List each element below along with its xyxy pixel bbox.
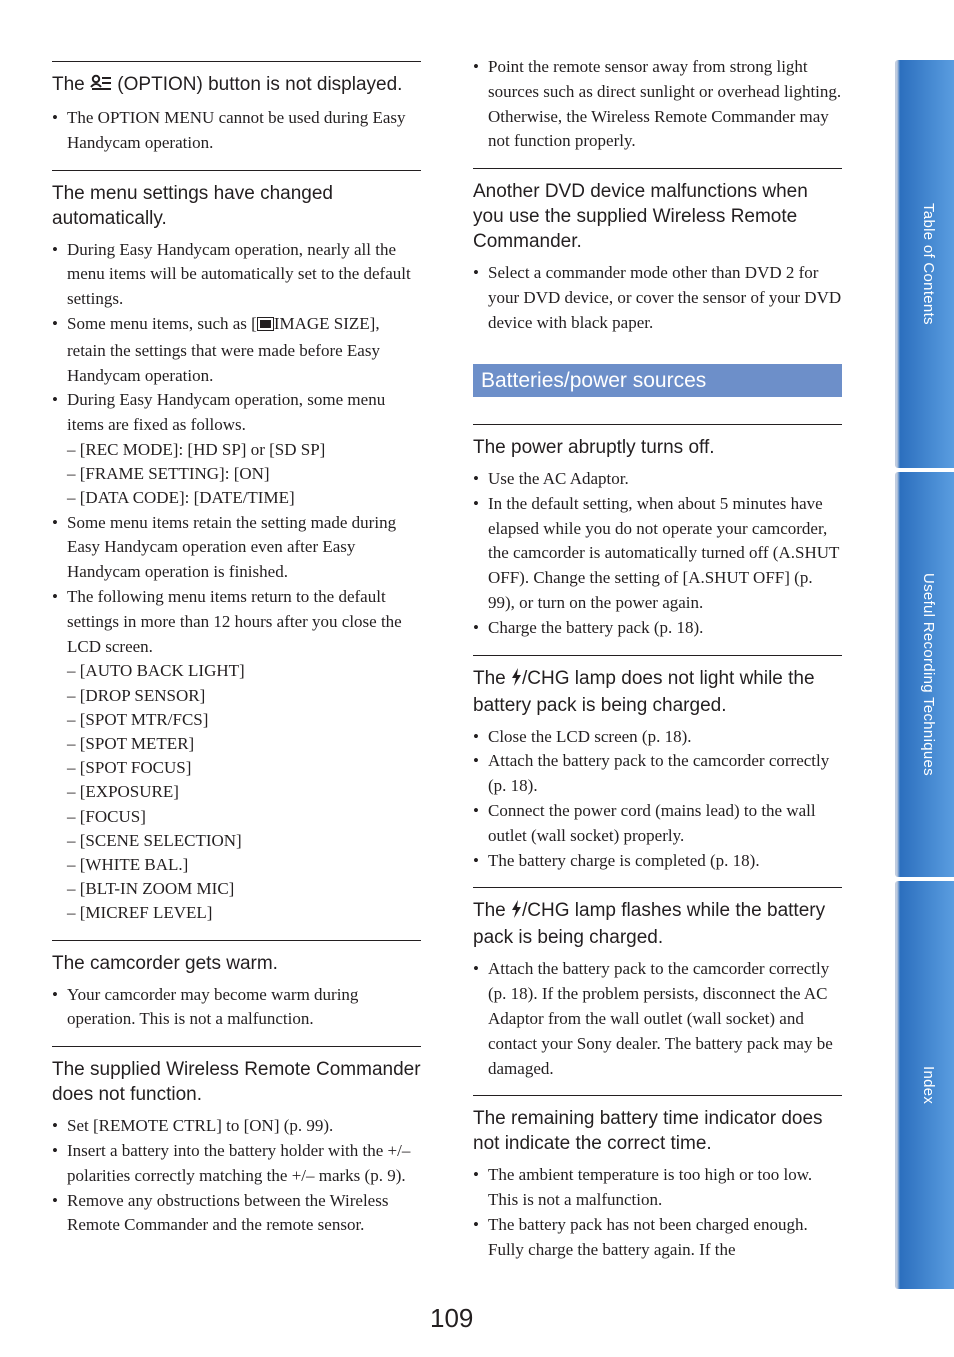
list-item: • Charge the battery pack (p. 18).: [473, 616, 842, 641]
topic-dvd-device: [473, 168, 842, 335]
sub-item: – [EXPOSURE]: [67, 782, 179, 802]
topic-remote-commander: [52, 1046, 421, 1252]
topic-chg-lamp-not-light: [473, 655, 842, 888]
sub-item: – [DROP SENSOR]: [67, 685, 206, 705]
list-item: • Connect the power cord (mains lead) to the wall outlet (wall socket) properly.: [473, 799, 842, 849]
sub-item: – [AUTO BACK LIGHT]: [67, 661, 245, 681]
option-menu-icon: [90, 74, 112, 99]
list-item: • Use the AC Adaptor.: [473, 467, 842, 492]
tab-useful-recording-techniques[interactable]: [895, 472, 954, 877]
sub-item: – [FRAME SETTING]: [ON]: [67, 464, 270, 484]
topic-title: Another DVD device malfunctions when you use the supplied Wireless Remote Commander.: [473, 181, 808, 253]
sub-item: – [SPOT FOCUS]: [67, 758, 192, 778]
list-item: • Select a commander mode other than DVD 2 for your DVD device, or cover the sensor of your DVD device with black paper.: [473, 261, 842, 335]
tab-label: Useful Recording Techniques: [920, 573, 937, 776]
sub-item: – [SPOT METER]: [67, 733, 195, 753]
list-item: • Insert a battery into the battery holder with the +/– polarities correctly matching the +/– marks (p. 9).: [52, 1139, 421, 1189]
list-item: • The battery charge is completed (p. 18).: [473, 849, 842, 874]
topic-option-button: [52, 61, 421, 170]
image-size-icon: [257, 314, 274, 339]
section-heading-batteries: Batteries/power sources: [473, 364, 842, 397]
sub-item: – [SPOT MTR/FCS]: [67, 709, 209, 729]
topic-chg-lamp-flashes: [473, 887, 842, 1095]
sub-item: – [SCENE SELECTION]: [67, 830, 242, 850]
sub-item: – [DATA CODE]: [DATE/TIME]: [67, 488, 295, 508]
list-item: • The ambient temperature is too high or too low. This is not a malfunction.: [473, 1163, 842, 1213]
sub-item: – [WHITE BAL.]: [67, 854, 189, 874]
topic-title: The menu settings have changed automatically.: [52, 182, 333, 229]
topic-title: The camcorder gets warm.: [52, 952, 278, 974]
topic-title: The /CHG lamp flashes while the battery pack is being charged.: [473, 900, 826, 949]
list-item: • During Easy Handycam operation, nearly all the menu items will be automatically set to the default settings.: [52, 238, 421, 312]
right-column-batteries: [473, 424, 842, 1263]
tab-label: Table of Contents: [920, 203, 937, 325]
sub-item: – [REC MODE]: [HD SP] or [SD SP]: [67, 439, 326, 459]
list-item: • Some menu items retain the setting made during Easy Handycam operation even after Easy Handycam operation is finished.: [52, 511, 421, 585]
topic-title: The power abruptly turns off.: [473, 437, 715, 458]
list-item: • The battery pack has not been charged enough. Fully charge the battery again. If the: [473, 1213, 842, 1263]
list-item: • Attach the battery pack to the camcorder correctly (p. 18).: [473, 749, 842, 799]
page-number: 109: [430, 1303, 474, 1333]
topic-title: The supplied Wireless Remote Commander does not function.: [52, 1059, 421, 1106]
sub-item: – [FOCUS]: [67, 806, 146, 826]
topic-camcorder-warm: [52, 940, 421, 1047]
list-item: • Some menu items, such as [ IMAGE SIZE], retain the settings that were made before Easy Handycam operation.: [52, 312, 421, 388]
topic-title: The remaining battery time indicator does not indicate the correct time.: [473, 1108, 823, 1155]
list-item: • Your camcorder may become warm during operation. This is not a malfunction.: [52, 983, 421, 1033]
topic-title: The /CHG lamp does not light while the battery pack is being charged.: [473, 667, 815, 716]
list-item: • Attach the battery pack to the camcorder correctly (p. 18). If the problem persists, disconnect the AC Adaptor from the wall outlet (wall socket) and contact your Sony dealer. The battery pack may be damaged.: [473, 957, 842, 1081]
list-item: • The following menu items return to the default settings in more than 12 hours after you close the LCD screen. – [AUTO BACK LIGHT] – [DROP SENSOR] – [SPOT MTR/FCS] – [SPOT METER] – [SPOT FOCUS] – [EXPOSURE] – [FOCUS] – [SCENE SELECTION] – [WHITE BAL.] – [BLT-IN ZOOM MIC] – [MICREF LEVEL]: [52, 585, 421, 926]
topic-title: The (OPTION) button is not displayed.: [52, 72, 421, 99]
topic-menu-settings: [52, 170, 421, 940]
sub-item: – [MICREF LEVEL]: [67, 903, 213, 923]
list-item: • Set [REMOTE CTRL] to [ON] (p. 99).: [52, 1114, 421, 1139]
sub-item: – [BLT-IN ZOOM MIC]: [67, 879, 235, 899]
topic-battery-indicator: [473, 1095, 842, 1262]
flash-icon: [511, 668, 522, 693]
left-column: [52, 0, 421, 1252]
list-item: • Close the LCD screen (p. 18).: [473, 725, 842, 750]
list-item: • Point the remote sensor away from strong light sources such as direct sunlight or overhead lighting. Otherwise, the Wireless Remote Commander may not function properly.: [473, 55, 842, 154]
tab-index[interactable]: [895, 881, 954, 1289]
list-item: • The OPTION MENU cannot be used during Easy Handycam operation.: [52, 106, 421, 156]
list-item: • During Easy Handycam operation, some menu items are fixed as follows. – [REC MODE]: [HD SP] or [SD SP] – [FRAME SETTING]: [ON] – [DATA CODE]: [DATE/TIME]: [52, 388, 421, 510]
right-column: [473, 0, 842, 336]
topic-power-off: [473, 424, 842, 655]
tab-label: Index: [920, 1065, 937, 1105]
tab-table-of-contents[interactable]: [895, 60, 954, 468]
list-item: • In the default setting, when about 5 minutes have elapsed while you do not operate your camcorder, the camcorder is automatically turned off (A.SHUT OFF). Change the setting of [A.SHUT OFF] (p. 99), or turn on the power again.: [473, 492, 842, 616]
list-item: • Remove any obstructions between the Wireless Remote Commander and the remote sensor.: [52, 1189, 421, 1239]
flash-icon: [511, 900, 522, 925]
